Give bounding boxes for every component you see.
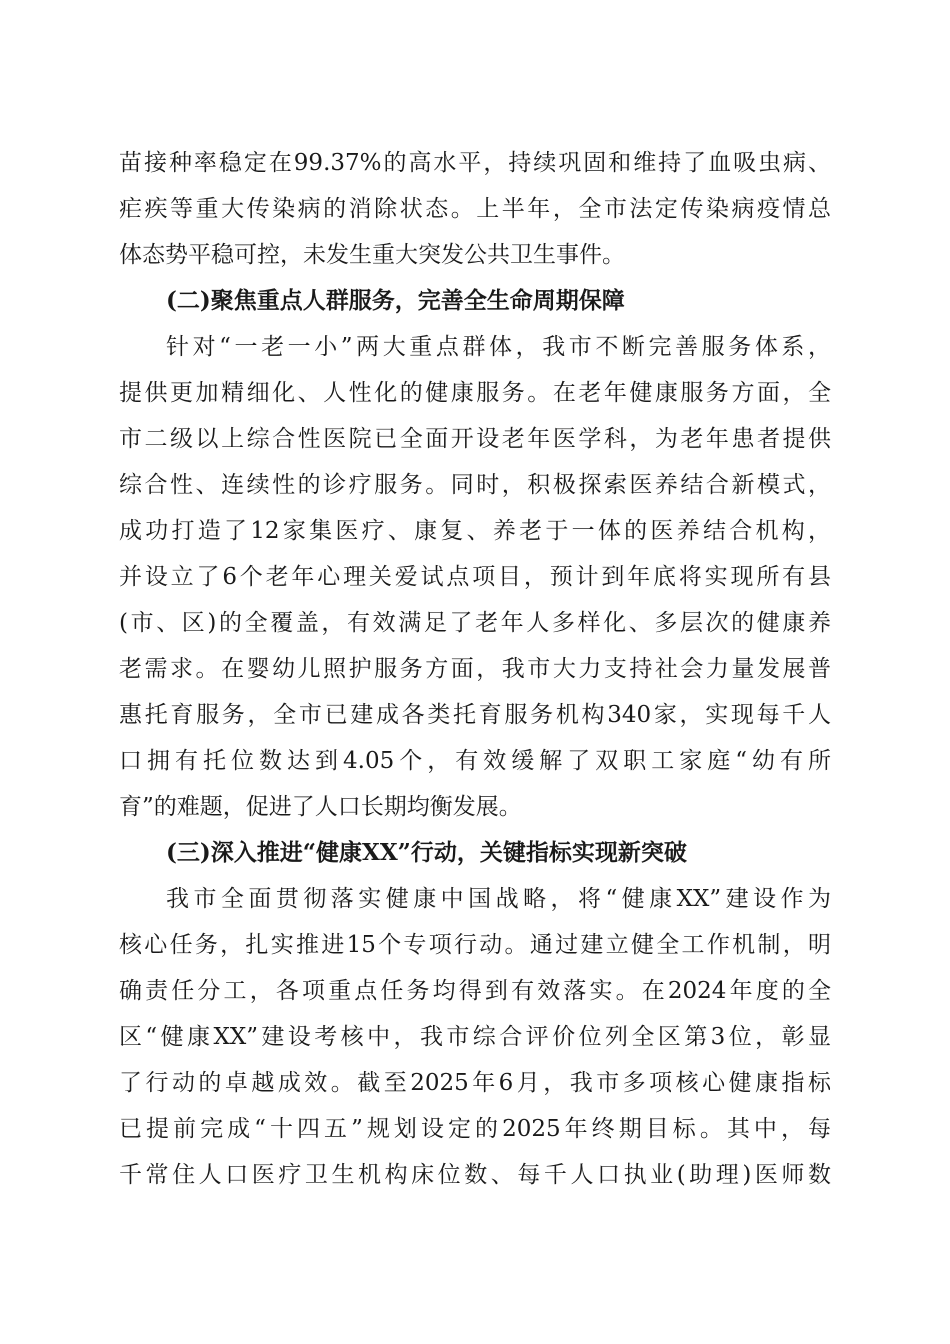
paragraph-line: 千常住人口医疗卫生机构床位数、每千人口执业(助理)医师数 — [119, 1162, 831, 1188]
paragraph-line: 并设立了6个老年心理关爱试点项目，预计到年底将实现所有县 — [119, 564, 831, 590]
paragraph-line: 综合性、连续性的诊疗服务。同时，积极探索医养结合新模式， — [119, 472, 831, 498]
paragraph-line: 苗接种率稳定在99.37%的高水平，持续巩固和维持了血吸虫病、 — [119, 150, 831, 176]
paragraph-line: 确责任分工，各项重点任务均得到有效落实。在2024年度的全 — [119, 978, 831, 1004]
paragraph-line: 育”的难题，促进了人口长期均衡发展。 — [119, 794, 522, 820]
paragraph-line: 口拥有托位数达到4.05个，有效缓解了双职工家庭“幼有所 — [119, 748, 831, 774]
paragraph-line: 已提前完成“十四五”规划设定的2025年终期目标。其中，每 — [119, 1116, 831, 1142]
paragraph-line: 老需求。在婴幼儿照护服务方面，我市大力支持社会力量发展普 — [119, 656, 831, 682]
paragraph-line: 核心任务，扎实推进15个专项行动。通过建立健全工作机制，明 — [119, 932, 831, 958]
paragraph-line: (市、区)的全覆盖，有效满足了老年人多样化、多层次的健康养 — [119, 610, 831, 636]
paragraph-line: 提供更加精细化、人性化的健康服务。在老年健康服务方面，全 — [119, 380, 831, 406]
paragraph-line: 区“健康XX”建设考核中，我市综合评价位列全区第3位，彰显 — [119, 1024, 831, 1050]
paragraph-line: 市二级以上综合性医院已全面开设老年医学科，为老年患者提供 — [119, 426, 831, 452]
paragraph-line: 体态势平稳可控，未发生重大突发公共卫生事件。 — [119, 242, 625, 268]
paragraph-line: 我市全面贯彻落实健康中国战略，将“健康XX”建设作为 — [166, 886, 831, 912]
paragraph-line: 疟疾等重大传染病的消除状态。上半年，全市法定传染病疫情总 — [119, 196, 831, 222]
paragraph-line: 了行动的卓越成效。截至2025年6月，我市多项核心健康指标 — [119, 1070, 831, 1096]
paragraph-line: 惠托育服务，全市已建成各类托育服务机构340家，实现每千人 — [119, 702, 831, 728]
paragraph-line: 针对“一老一小”两大重点群体，我市不断完善服务体系， — [166, 334, 831, 360]
section-heading: (二)聚焦重点人群服务，完善全生命周期保障 — [166, 287, 625, 314]
paragraph-line: 成功打造了12家集医疗、康复、养老于一体的医养结合机构， — [119, 518, 831, 544]
section-heading: (三)深入推进“健康XX”行动，关键指标实现新突破 — [166, 839, 687, 866]
